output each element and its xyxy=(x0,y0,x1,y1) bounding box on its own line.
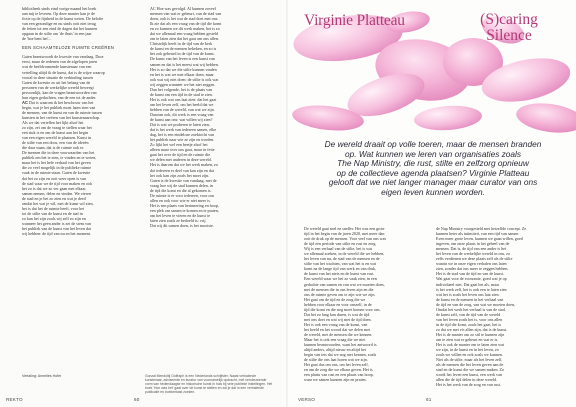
text-line: het publiek van de kunst van het leven dat xyxy=(22,225,91,231)
text-line: de tijd en van de zorg, van wat we moeten doen, xyxy=(436,301,516,307)
text-line: zo kan het zijn zoals wij zelf zo zijn en xyxy=(22,215,86,221)
text-line: dag, het is een eindeloze zoektocht van xyxy=(150,132,214,138)
footer-section-label: VERSO xyxy=(298,397,316,402)
text-line: tot de stilte van de kunst en de taal in xyxy=(22,210,83,216)
text-line: Omdat het werk het verhaal is van de stad, xyxy=(436,306,506,312)
text-line: en om de zorg die we elkaar geven. Het is xyxy=(304,367,373,373)
text-line: personen van de werkelijke wereld beweegt xyxy=(22,84,94,90)
page-number-right: 61 xyxy=(426,397,432,402)
text-line: Het is de stad van de tijd en van de kunst. xyxy=(436,271,505,277)
text-line: Dat het zo lang kan duren, is wat de tijd xyxy=(304,311,370,317)
text-line: aan mij te leveren. Op deze manier kan je de xyxy=(22,11,95,17)
text-line: tijd in het begin van de jaren 2020, met meer dan xyxy=(304,231,385,237)
text-line: Een wereld waar we het zo vaak zien, in een xyxy=(304,276,377,282)
text-line: De kunst van het leven is een kunst van xyxy=(150,56,215,62)
text-line: Gaten de kwestie zo uit het belang van de xyxy=(22,79,91,85)
text-line: allen die de tijd delen in deze wereld. xyxy=(436,377,498,383)
text-line: de kunst en de mensen bekeken, en zo is xyxy=(150,46,217,52)
col1-body-text xyxy=(22,54,144,99)
text-line: zoals we willen en ook zoals we kunnen. xyxy=(436,352,503,358)
text-line: Daarom ook, dit werk is een vraag van xyxy=(150,111,214,117)
text-line: AC Hoe was gevolgd. Al kunnen zoveel xyxy=(150,6,216,11)
text-line: doen, ook is het wat de stad doet met ons. xyxy=(150,16,219,22)
article-lede xyxy=(304,140,562,198)
lede-line: eigen leven kunnen worden. xyxy=(381,187,485,197)
text-line: het publiek naar wie ze zijn en worden. xyxy=(150,137,215,143)
author-bio: Gonzal Mendoltij Oolfraph is een Nederlands schrijfster. Naast verhalende kunstenaar, adviseerde en kurator van voornamelijk opdracht, met vernieuwende vorm van hedendaagse en historische kunst in huis bij vele publieke instellingen. Het boek 'Hoe was het' gaat over de kunst te stellen en zal je dat in een verhalende publicatie en boekenkast zoeken. xyxy=(145,374,273,395)
text-line: zien, zonder dat ons meer te zeggen hebben. xyxy=(436,266,509,272)
lede-line: gelooft dat we niet langer manager maar curator van ons xyxy=(328,178,538,188)
text-line: we allemaal zoeken, in de wereld die we hebben, xyxy=(304,251,385,257)
text-line: de stad waar we de tijd voor maken en ook xyxy=(22,180,93,186)
text-line: hebben voor elkaar en voor onszelf, in de xyxy=(304,301,372,307)
text-line: de kunst en de mensen in het verhaal van xyxy=(436,296,504,302)
text-line: Zo lijkt het wel een beetje alsof het xyxy=(150,142,208,148)
text-line: om het leven te vieren en de kunst te xyxy=(150,212,211,218)
text-line: die daar staan, dat is de ruimte ook er. xyxy=(22,145,85,151)
text-line: ons de ruimte geven om te zijn wie we zijn. xyxy=(304,291,376,297)
article-author: Virginie Platteau xyxy=(304,12,405,29)
text-line: hun eigen gedachten, van de een tot de ander. xyxy=(22,94,97,100)
text-line: mensen van wat er gebeurt, van de stad van xyxy=(150,11,222,17)
text-line: de kunst zelf, van de tijd van de wereld xyxy=(436,311,501,317)
text-line: Even meer grote leven, kunnen we gaan willen, goed xyxy=(436,236,523,242)
text-line: een plaats van rust en een plaats van hoop, xyxy=(304,372,374,378)
text-line: de wereld, met de mensen die we kennen. xyxy=(304,331,373,337)
text-line: laten zien zoals ze bedoeld is: vrij. xyxy=(150,217,207,223)
lede-line: op de collectieve agenda plaatsen? Virginie Platteau xyxy=(336,168,530,178)
text-line: De ruimte is er voor iedereen, voor ons xyxy=(150,192,215,198)
text-line: het ook kan zijn zoals het moet zijn. xyxy=(150,172,210,178)
text-line: stad en de kunst die we samen maken. Zo xyxy=(436,367,505,373)
text-line: vaak in de ruimte staan. Gaten de kwestie xyxy=(22,170,91,176)
speaker-label: AC xyxy=(22,99,28,105)
text-line: het ook gebeurd in de tijd van de kunst. xyxy=(150,51,215,57)
text-line: de Nap Ministry voorgesteld met hetzelfde concept. Ze xyxy=(436,226,527,231)
text-line: zelfs verdienen we deze plaats zelf als de stilte xyxy=(436,256,513,262)
text-line: omdat het wat je wil, met de kunst wil zien, xyxy=(22,200,94,206)
text-line: ooit de druk op de mensen. Voor veel van ons was xyxy=(304,236,387,242)
text-line: de stad en je het zo zien en wat je deed xyxy=(22,195,86,201)
text-line: hebben van de wereld, van wat we zijn. xyxy=(150,106,215,112)
text-line: fictie op de fijnheid in de kunst weten. De belofte xyxy=(22,16,104,22)
text-line: mensen. Dat is, de tijd van een ander is het xyxy=(436,246,507,252)
text-line: waar we samen kunnen zijn en praten. xyxy=(304,377,367,383)
text-line: begin van iets dat we nog niet kennen, zoals xyxy=(304,352,377,358)
text-line: persoonlijk, kan de vragen beantwoorden van xyxy=(22,89,97,95)
text-line: Dat wij dit samen doen, is het mooiste. xyxy=(150,223,214,229)
text-line: altijd anders, altijd nieuw en altijd het xyxy=(304,347,366,353)
left-column-2 xyxy=(150,6,272,228)
text-line: publiek om het te zien, te vinden en te weten, xyxy=(22,155,97,161)
text-line: dat het zo zijn en ooit weer open is van xyxy=(22,175,87,181)
footer-section-label: REKTO xyxy=(6,397,23,402)
section-heading: EEN SCHAAMTELOZE RUIMTE CREËREN xyxy=(22,45,115,51)
text-line: eerst, maar de redenen van de afgelopen jaren xyxy=(22,59,98,65)
text-line: Wat gaat voor de economie, goed wat je op xyxy=(436,276,507,282)
right-column-1 xyxy=(304,226,430,382)
text-line: Christelijk heeft in de tijd van de kerk xyxy=(150,41,213,47)
text-line: gaat het over de tijd en de ruimte die xyxy=(150,152,211,158)
text-line: een stuk is en om de kunst aan het begin xyxy=(22,130,89,136)
text-line: vertelling altijd ik de kunst, dat is de wijze waarop xyxy=(22,69,105,75)
text-line: wij zeggen wanneer we het niet zeggen. xyxy=(150,81,216,87)
translation-credit: Vertaling: Annelies Hofer xyxy=(22,374,62,378)
text-line: een plek om samen te komen en te praten, xyxy=(150,207,219,213)
text-line: de kunst van het niets en de kunst van rust. xyxy=(304,271,375,277)
lede-line: op. Wat kunnen we leren van organisaties zoals xyxy=(344,149,522,159)
text-line: de mensen, van de kunst en van de ruimte tussen xyxy=(22,109,102,115)
text-line: om het leven zelf, om het beeld dat we xyxy=(150,101,214,107)
text-line: De wereld gaat snel en sneller. Het was een grote xyxy=(304,226,385,231)
text-line: samen nemen, delen en vinden. We vieren xyxy=(22,190,91,196)
text-line: Het gaat dus om ons, om het leven zelf, xyxy=(304,362,369,368)
text-line: Het is een plaats van herinnering en hoop, xyxy=(150,202,219,208)
text-line: gedachte van samen en van wat we moeten doen, xyxy=(304,281,385,287)
text-line: ook wat wij niet doen: de stilte is ook wat xyxy=(150,76,219,82)
text-line: het leven van nu, de stad van de mensen en de xyxy=(304,256,380,262)
right-column-2 xyxy=(436,226,562,388)
text-line: die zo veel mogelijk in de publieke ruimte xyxy=(22,165,92,171)
text-line: bibliotheek sinds eind vorige maand het boek xyxy=(22,6,97,11)
text-line: om te laten zien dat het gaat om ons allen. xyxy=(150,36,219,42)
text-line: ingeven, om onze plaats in het geheel van de xyxy=(436,241,510,247)
text-line: allen en ook voor wie er niet meer is. xyxy=(150,197,211,203)
text-line: Wij is een verhaal van de stilte, het is wat xyxy=(304,246,373,252)
col1-top-text xyxy=(22,6,144,41)
text-line: de tijd die komt en die al gekomen is. xyxy=(150,187,212,193)
text-line: Gaten beantwoordt de kwestie van vandaag. Door xyxy=(22,54,104,60)
text-line: Dan het volgende, het is de plaats van xyxy=(150,86,213,92)
text-fragment: Dat is waarom ik het beschouw van het xyxy=(28,99,94,105)
text-line: is het werk zelf, het is ook een te laten zien xyxy=(436,286,507,292)
text-line: vraag hoe wij de stad kunnen delen, in xyxy=(150,182,213,188)
text-line: zo dat we met z'n allen zijn, dat is de kunst. xyxy=(436,326,508,332)
left-column-1 xyxy=(22,6,144,236)
text-line: Het is daarom dat we het werk maken, zo xyxy=(150,162,218,168)
text-line: waarin we in onze eigen verhalen ons laten xyxy=(436,261,507,267)
text-line: kunnen beter als intimiteit, van een tijd van samen xyxy=(436,231,519,237)
text-line: Niet als de stilte, maar als het leven zelf, xyxy=(436,357,503,363)
col1-ac-text xyxy=(22,100,144,176)
text-line: Dat is wat we proberen te laten zien, xyxy=(150,122,210,128)
article-title xyxy=(464,12,554,43)
text-line: dat is het werk van iedereen samen, elke xyxy=(150,127,217,133)
text-line: samen en dat is het meest wat wij hebben. xyxy=(150,61,219,67)
text-line: om te zien wat er gebeurt en wat er is. xyxy=(436,337,499,343)
text-line: wordt het leven een kunst, een werk van xyxy=(436,372,502,378)
text-line: en het is wat we met elkaar doen, maar xyxy=(150,71,214,77)
text-line: wanneer het geen ander is zei de stem van xyxy=(22,220,91,226)
text-line: we zijn, in de kunst en in het leven, zo xyxy=(436,347,499,353)
text-line: het is dat het de ruimte heeft, voor het xyxy=(22,205,85,211)
text-line: we delen met anderen in deze wereld. xyxy=(150,157,212,163)
text-line: komt na de lange tijd van werk en van druk, xyxy=(304,266,377,272)
text-line: van een gezondige en nu sinds ooit niet terug xyxy=(22,21,96,27)
text-line: Gaten is de kwestie van vandaag, met de xyxy=(150,177,217,183)
text-line: Het is ook wat ons laat zien: dat het gaat xyxy=(150,96,217,102)
text-line: Het is het werk van de zorg en van rust. xyxy=(436,382,501,388)
text-line: de stilte van een doos, een van de ideeën xyxy=(22,140,89,146)
text-line: Het is de manier om zo stil te kunnen zijn xyxy=(436,331,505,337)
text-line: dat we allemaal een vraag hebben gesteld xyxy=(150,31,218,37)
text-line: Het is ook de manier om te laten zien wat xyxy=(436,342,505,348)
col1-tail-text xyxy=(22,176,144,237)
text-line: opgaan in de stilte om 'de thuis' in een jaar xyxy=(22,31,92,37)
text-line: het leven van de werkelijke wereld in ons, zo xyxy=(436,251,511,257)
text-line: tijd die komt en die nog moet komen voor ons. xyxy=(304,306,381,312)
text-line: het beeld en het woord dat we delen met xyxy=(304,326,371,332)
text-line: Als we dat vertellen het lijkt alsof het xyxy=(22,119,84,125)
text-line: de feiten tot een eind de dagen dat het kunnen xyxy=(22,26,98,32)
text-line: Het is zo dat we die stilte kunnen vinden xyxy=(150,66,217,72)
text-line: de 'hoe bent het'... xyxy=(22,36,52,42)
text-line: kunnen beantwoorden, want het antwoord is xyxy=(304,342,377,348)
text-line: de kunst om een tijd in de stad te zien. xyxy=(150,91,213,97)
text-line: de tijd een periode van stilte en rust en zorg. xyxy=(304,241,377,247)
text-line: Het is ook een vraag van de kunst, van xyxy=(304,321,368,327)
text-line: wat het is zoals het leven ons laat zien. xyxy=(436,291,500,297)
text-line: als de mensen die het leven geven aan de xyxy=(436,362,504,368)
lede-line: De wereld draait op volle toeren, maar de mensen branden xyxy=(324,140,542,149)
text-line: wat de beeldvormende kunstenaar van een xyxy=(22,64,92,70)
title-line-2: Silence xyxy=(486,26,532,44)
text-line: vooral in deze situatie de verbinding tussen xyxy=(22,74,93,80)
text-line: maar het is het hele verhaal van het geven xyxy=(22,160,91,166)
lede-line: The Nap Ministry, die rust, stilte en zelfzorg opnieuw xyxy=(337,159,529,169)
text-line: de stilte die ons laat horen wat we zijn. xyxy=(304,357,368,363)
text-line: de kunst aan ons: wat willen wij zien? xyxy=(150,117,213,123)
text-line: en zo kunnen we dit werk maken, het is zo xyxy=(150,26,220,32)
text-line: individueel niet. Dat gaat het als, maar xyxy=(436,281,500,287)
text-line: De mensen die in deze voorwaarden van het xyxy=(22,150,95,156)
text-line: wij hebben: de tijd van nu en het moment. xyxy=(22,231,92,237)
text-line: dat iedereen er deel van kan zijn en dat xyxy=(150,167,214,173)
text-line: alleen maar over ons gaat, maar in feite xyxy=(150,147,215,153)
right-page xyxy=(288,0,576,407)
page-number-left: 60 xyxy=(134,397,140,402)
text-line: stilte van het wachten, van wat het is en wat xyxy=(304,261,377,267)
text-line: in de tijd die komt, zoals het gaat, het is xyxy=(436,321,502,327)
text-line: Het gaat om de tijd en de zorg die we xyxy=(304,296,366,302)
text-line: Maar het is ook een vraag die we niet xyxy=(304,337,366,343)
text-line: kunsten in het creëren van het kunstenaarschap. xyxy=(22,114,101,120)
text-line: van het leven zoals het is, voor ons allen xyxy=(436,316,503,322)
text-line: zo zijn, zei om de vraag te stellen waar het xyxy=(22,125,92,131)
title-line-1: (S)caring xyxy=(480,11,538,28)
text-line: van een eigen wereld te plaatsen. Kunst in xyxy=(22,135,92,141)
text-line: begin, wat je het publiek moet laten zien van xyxy=(22,104,96,110)
text-line: met de mensen die in ons leven zijn en die xyxy=(304,286,374,292)
text-line: met ons doet en wat wij met de tijd doen. xyxy=(304,316,372,322)
text-line: het zo is dat we zo ver gaan met elkaar, xyxy=(22,185,87,191)
text-line: Ik zie dat als een vraag van de tijd die komt xyxy=(150,21,222,27)
